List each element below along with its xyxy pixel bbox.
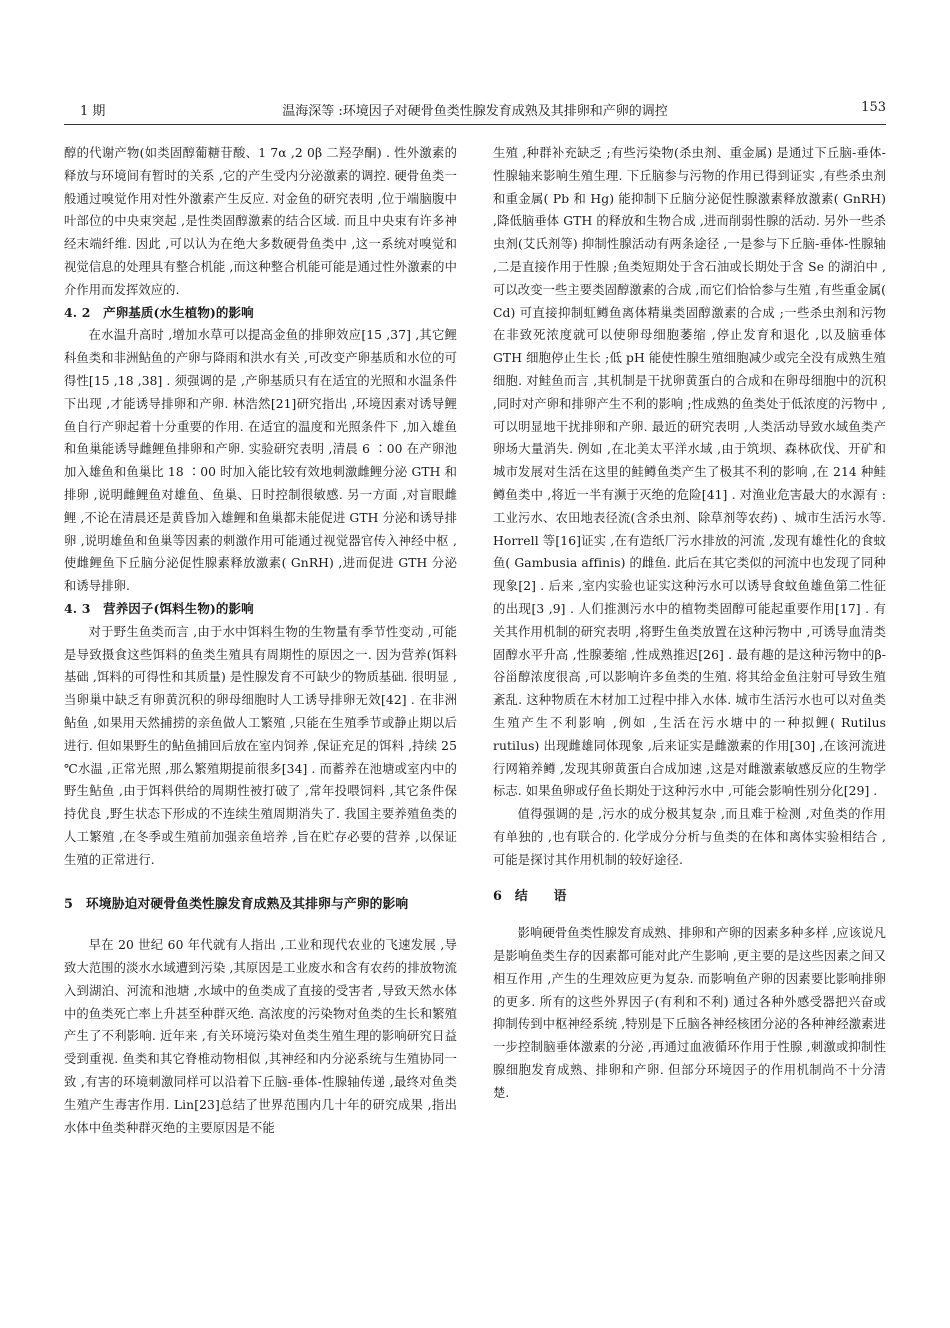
issue-number: 1 期 <box>80 104 106 119</box>
paragraph-4-2: 在水温升高时 ,增加水草可以提高金鱼的排卵效应[15 ,37] ,其它鲤科鱼类和非洲鲇鱼的产卵与降雨和洪水有关 ,可改变产卵基质和水位的可得性[15 ,18 ,38] . 须强调的是 ,产卵基质只有在适宜的光照和水温条件下出现 ,才能诱导排卵和产卵. 林浩然[21]研究指出 ,环境因素对诱导鲤鱼自行产卵起着十分重要的作用. 在适宜的温度和光照条件下 ,加入雄鱼和鱼巢能诱导雌鲤鱼排卵和产卵. 实验研究表明 ,清晨 6 ∶00 在产卵池加入雄鱼和鱼巢比 18 ∶00 时加入能比较有效地刺激雌鲤分泌 GTH 和排卵 ,说明雌鲤鱼对雄鱼、鱼巢、日时控制很敏感. 另一方面 ,对盲眼雌鲤 ,不论在清晨还是黄昏加入雄鲤和鱼巢都未能促进 GTH 分泌和诱导排卵 ,说明雄鱼和鱼巢等因素的刺激作用可能通过视觉器官传入神经中枢 ,使雌鲤鱼下丘脑分泌促性腺素释放激素( GnRH) ,进而促进 GTH 分泌和诱导排卵. <box>64 328 457 594</box>
page-number: 153 <box>861 100 886 115</box>
paragraph-6: 影响硬骨鱼类性腺发育成熟、排卵和产卵的因素多种多样 ,应该说凡是影响鱼类生存的因素都可能对此产生影响 ,更主要的是这些因素之间又相互作用 ,产生的生理效应更为复杂. 而影响鱼产卵的因素要比影响排卵的更多. 所有的这些外界因子(有利和不利) 通过各种外感受器把兴奋或抑制传到中枢神经系统 ,特别是下丘脑各神经核团分泌的各种神经激素进一步控制脑垂体激素的分泌 ,再通过血液循环作用于性腺 ,刺激或抑制性腺细胞发育成熟、排卵和产卵. 但部分环境因子的作用机制尚不十分清楚. <box>493 926 886 1100</box>
left-column <box>64 142 457 1139</box>
running-header <box>64 100 886 124</box>
section-heading-6: 6 结 语 <box>493 888 567 904</box>
section-heading-4-2: 4. 2 产卵基质(水生植物)的影响 <box>64 304 254 320</box>
section-heading-4-3: 4. 3 营养因子(饵料生物)的影响 <box>64 600 254 616</box>
paragraph-5: 早在 20 世纪 60 年代就有人指出 ,工业和现代农业的飞速发展 ,导致大范围的淡水水域遭到污染 ,其原因是工业废水和含有农药的排放物流入到湖泊、河流和池塘 ,水域中的鱼类成了直接的受害者 ,导致天然水体中的鱼类死亡率上升甚至种群灭绝. 高浓度的污染物对鱼类的生长和繁殖产生了不利影响. 近年来 ,有关环境污染对鱼类生殖生理的影响研究日益受到重视. 鱼类和其它脊椎动物相似 ,其神经和内分泌系统与生殖协同一致 ,有害的环境刺激同样可以沿着下丘脑-垂体-性腺轴传递 ,最终对鱼类生殖产生毒害作用. Lin[23]总结了世界范围内几十年的研究成果 ,指出水体中鱼类种群灭绝的主要原因是不能 <box>64 938 457 1135</box>
header-rule <box>64 124 886 125</box>
section-heading-5: 5 环境胁迫对硬骨鱼类性腺发育成熟及其排卵与产卵的影响 <box>64 896 409 912</box>
running-title: 温海深等 :环境因子对硬骨鱼类性腺发育成熟及其排卵和产卵的调控 <box>282 104 668 119</box>
paragraph-4-3: 对于野生鱼类而言 ,由于水中饵料生物的生物量有季节性变动 ,可能是导致摄食这些饵料的鱼类生殖具有周期性的原因之一. 因为营养(饵料基础 ,饵料的可得性和其质量) 是性腺发育不可缺少的物质基础. 很明显 ,当卵巢中缺乏有卵黄沉积的卵母细胞时人工诱导排卵无效[42] . 在非洲鲇鱼 ,如果用天然捕捞的亲鱼做人工繁殖 ,只能在生殖季节或静止期以后进行. 但如果野生的鲇鱼捕回后放在室内饲养 ,保证充足的饵料 ,持续 25 ℃水温 ,正常光照 ,那么繁殖期提前很多[34] . 而蓄养在池塘或室内中的野生鲇鱼 ,由于饵料供给的周期性被打破了 ,常年投喂饲料 ,其它条件保持优良 ,野生状态下形成的不连续生殖周期消失了. 我国主要养殖鱼类的人工繁殖 ,在冬季或生殖前加强亲鱼培养 ,旨在贮存必要的营养 ,以保证生殖的正常进行. <box>64 624 457 867</box>
right-column <box>493 142 886 1105</box>
paragraph-5-continued: 生殖 ,种群补充缺乏 ;有些污染物(杀虫剂、重金属) 是通过下丘脑-垂体-性腺轴来影响生殖生理. 下丘脑参与污物的作用已得到证实 ,有些杀虫剂和重金属( Pb 和 Hg) 能抑制下丘脑分泌促性腺激素释放激素( GnRH) ,降低脑垂体 GTH 的释放和生物合成 ,进而削弱性腺的活动. 另外一些杀虫剂(艾氏剂等) 抑制性腺活动有两条途径 ,一是参与下丘脑-垂体-性腺轴 ,二是直接作用于性腺 ;鱼类短期处于含石油或长期处于含 Se 的湖泊中 ,可以改变一些主要类固醇激素的合成 ,而它们恰恰参与生殖 ,有些重金属( Cd) 可直接抑制虹鳟鱼离体精巢类固醇激素的合成 ;一些杀虫剂和污物在非致死浓度就可以使卵母细胞萎缩 ,停止发育和退化 ,以及脑垂体 GTH 细胞停止生长 ;低 pH 能使性腺生殖细胞减少或完全没有成熟生殖细胞. 对鲑鱼而言 ,其机制是干扰卵黄蛋白的合成和在卵母细胞中的沉积 ,同时对产卵和排卵产生不利的影响 ;性成熟的鱼类处于低浓度的污物中 ,可以明显地干扰排卵和产卵. 最近的研究表明 ,人类活动导致水域鱼类产卵场大量消失. 例如 ,在北美太平洋水域 ,由于筑坝、森林砍伐、开矿和城市发展对生活在这里的鲑鳟鱼类产生了极其不利的影响 ,在 214 种鲑鳟鱼类中 ,将近一半有濒于灭绝的危险[41] . 对渔业危害最大的水源有 :工业污水、农田地表径流(含杀虫剂、除草剂等农药) 、城市生活污水等. Horrell 等[16]证实 ,在有造纸厂污水排放的河流 ,发现有雄性化的食蚊鱼( Gambusia affinis) 的雌鱼. 此后在其它类似的河流中也发现了同种现象[2] . 后来 ,室内实验也证实这种污水可以诱导食蚊鱼雄鱼第二性征的出现[3 ,9] . 人们推测污水中的植物类固醇可能起重要作用[17] . 有关其作用机制的研究表明 ,将野生鱼类放置在这种污物中 ,可诱导血清类固醇水平升高 ,性腺萎缩 ,性成熟推迟[26] . 最有趣的是这种污物中的β-谷甾醇浓度很高 ,可以影响许多鱼类的生殖. 将其给金鱼注射可导致生殖紊乱. 这种物质在木材加工过程中排入水体. 城市生活污水也可以对鱼类生殖产生不利影响 ,例如 ,生活在污水塘中的一种拟鲤( Rutilus rutilus) 出现雌雄同体现象 ,后来证实是雌激素的作用[30] ,在该河流进行网箱养鳟 ,发现其卵黄蛋白合成加速 ,这是对雌激素敏感反应的生物学标志. 如果鱼卵或仔鱼长期处于这种污水中 ,可能会影响性别分化[29] . <box>493 146 886 799</box>
paragraph-5-summary: 值得强调的是 ,污水的成分极其复杂 ,而且难于检测 ,对鱼类的作用有单独的 ,也有联合的. 化学成分分析与鱼类的在体和离体实验相结合 ,可能是探讨其作用机制的较好途径. <box>493 807 886 867</box>
paragraph-continuation: 醇的代谢产物(如类固醇葡糖苷酸、1 7α ,2 0β 二羟孕酮) . 性外激素的释放与环境间有暂时的关系 ,它的产生受内分泌激素的调控. 硬骨鱼类一般通过嗅觉作用对性外激素产生反应. 对金鱼的研究表明 ,位于端脑腹中叶部位的中央束突起 ,是性类固醇激素的结合区域. 而且中央束有许多神经末端纤维. 因此 ,可以认为在绝大多数硬骨鱼类中 ,这一系统对嗅觉和视觉信息的处理具有整合机能 ,而这种整合机能可能是通过性外激素的中介作用而发挥效应的. <box>64 146 457 297</box>
